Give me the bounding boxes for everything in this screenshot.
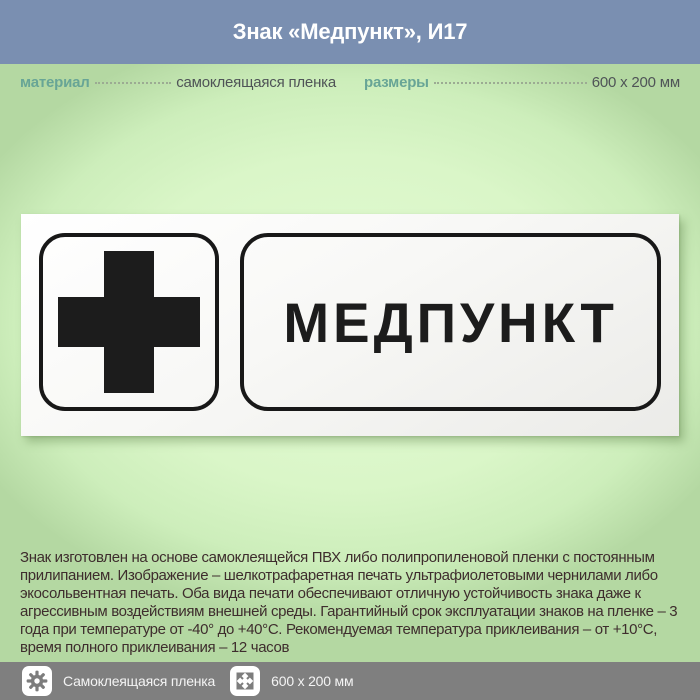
sign-product-image — [21, 214, 679, 436]
cross-bar-vertical — [104, 251, 154, 393]
product-description: Знак изготовлен на основе самоклеящейся ПВХ либо полипропиленовой пленки с постоянным прилипанием. Изображение – шелкотрафаретная печать ультрафиолетовыми чернилами либо экосольвентная печать. Оба вида печати обеспечивают отличную устойчивость знака даже к агрессивным воздействиям внешней среды. Гарантийный срок эксплуатации знаков на пленке – 3 года при температуре от -40° до +40°С. Рекомендуемая температура приклеивания – от +10°С, время полного приклеивания – 12 часов — [20, 549, 678, 656]
dotted-leader — [434, 82, 587, 84]
medical-cross-icon — [58, 251, 200, 393]
spec-size-value: 600 x 200 мм — [591, 74, 680, 91]
footer-bar — [0, 662, 700, 700]
page-title: Знак «Медпункт», И17 — [232, 19, 468, 44]
specs-row — [20, 74, 680, 100]
sign-cross-panel — [39, 233, 219, 411]
spec-material-label: материал — [20, 74, 90, 91]
dotted-leader — [95, 82, 172, 84]
sign-text-panel — [240, 233, 661, 411]
gear-icon — [22, 666, 52, 696]
footer-material-item — [22, 666, 215, 696]
footer-size-item — [230, 666, 353, 696]
spec-material — [20, 74, 336, 100]
sign-text: МЕДПУНКТ — [283, 290, 618, 354]
footer-size-label: 600 x 200 мм — [271, 673, 354, 689]
footer-material-label: Самоклеящаяся пленка — [63, 673, 216, 689]
page-header — [0, 0, 700, 64]
spec-size — [364, 74, 680, 100]
spec-material-value: самоклеящаяся пленка — [176, 74, 336, 91]
spec-size-label: размеры — [364, 74, 429, 91]
expand-icon — [230, 666, 260, 696]
